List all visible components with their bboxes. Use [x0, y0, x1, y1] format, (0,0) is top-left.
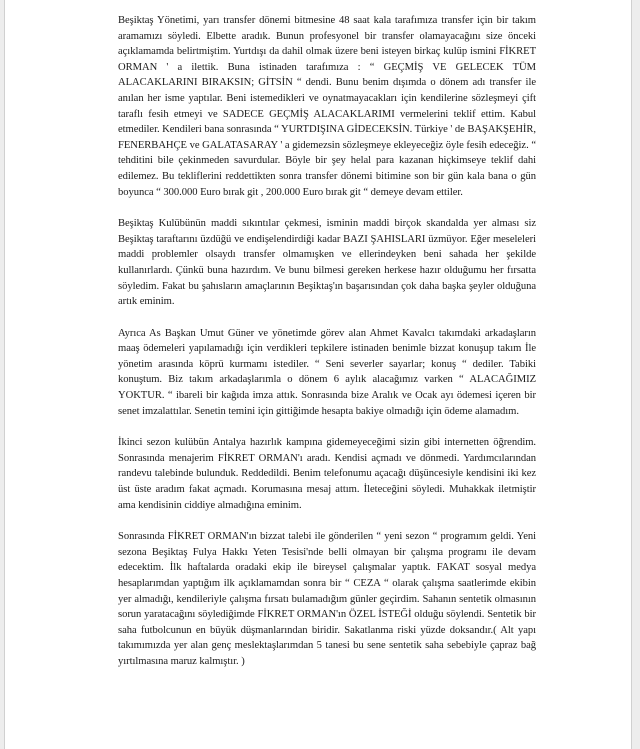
- paragraph-financial-problems: Beşiktaş Kulübünün maddi sıkıntılar çekmesi, isminin maddi birçok skandalda yer alması siz Beşiktaş taraftarını üzdüğü ve endişelendirdiği kadar BAZI ŞAHISLARI üzmüyor. Eğer meseleleri maddi problemler olsaydı transfer olmamışken ve ellerindeyken beni sahada her şekilde kullanırlardı. Çünkü buna hazırdım. Ve bunu bilmesi gereken herkese hazır olduğumu her fırsatta söyledim. Fakat bu şahısların amaçlarının Beşiktaş'ın başarısından çok daha başka şeyler olduğuna artık eminim.: [118, 218, 536, 308]
- paragraph-salary-payments: Ayrıca As Başkan Umut Güner ve yönetimde görev alan Ahmet Kavalcı takımdaki arkadaşların maaş ödemeleri yapılamadığı için verdikleri tepkilere istinaden benimle bizzat konuşup takım İle yönetim arasında köprü kurmamı istediler. “ Seni severler sayarlar; konuş “ dediler. Tabiki konuştum. Biz takım arkadaşlarımla o dönem 6 aylık alacağımız varken “ ALACAĞIMIZ YOKTUR. “ ibareli bir kağıda imza attık. Sonrasında bize Aralık ve Ocak ayı ödemesi içeren bir senet imzalattılar. Senetin temini için gittiğimde hesapta bakiye olmadığı için ödeme alamadım.: [118, 327, 536, 417]
- document-body: [118, 13, 536, 686]
- paragraph-new-season-program: Sonrasında FİKRET ORMAN'ın bizzat talebi ile gönderilen “ yeni sezon “ programım geldi. Yeni sezona Beşiktaş Fulya Hakkı Yeten Tesisi'nde belli olmayan bir çalışma programı ile devam edecektim. İlk haftalarda oradaki ekip ile bireysel çalışmalar yaptık. FAKAT sosyal medya hesaplarımdan yaptığım ilk açıklamamdan sonra bir “ CEZA “ olarak çalışma saatlerimde ekibin yer almadığı, kendileriyle çalışma fırsatı bulamadığım günler geçirdim. Sahanın sentetik olmasının sorun yaratacağını söylediğimde FİKRET ORMAN'ın ÖZEL İSTEĞİ olduğu söylendi. Sentetik bir saha futbolcunun en büyük düşmanlarından biridir. Sakatlanma riski yüzde doksandır.( Alt yapı takımımızda yer alan genç meslektaşlarımdan 5 tanesi bu sene sentetik saha sebebiyle çapraz bağ yırtılmasına maruz kalmıştır. ): [118, 531, 536, 667]
- document-page: [4, 0, 632, 749]
- paragraph-antalya-camp: İkinci sezon kulübün Antalya hazırlık kampına gidemeyeceğimi sizin gibi internetten öğrendim. Sonrasında menajerim FİKRET ORMAN'ı aradı. Kendisi açmadı ve dönmedi. Yardımcılarından randevu talebinde bulunduk. Reddedildi. Benim telefonumu açacağı düşüncesiyle kendisini iki kez üst üste aradım fakat açmadı. Korumasına mesaj attım. İleteceğini söyledi. Muhakkak iletmiştir ama kendisinin ciddiye almadığına eminim.: [118, 437, 536, 511]
- paragraph-transfer-offers: Beşiktaş Yönetimi, yarı transfer dönemi bitmesine 48 saat kala tarafımıza transfer için bir takım aramamızı söyledi. Elbette aradık. Bunun profesyonel bir transfer olamayacağını size önceki açıklamamda belirtmiştim. Yurtdışı da dahil olmak üzere beni isteyen birkaç kulüp ismini FİKRET ORMAN ' a ilettik. Buna istinaden tarafımıza : “ GEÇMİŞ VE GELECEK TÜM ALACAKLARINI BIRAKSIN; GİTSİN “ dendi. Bunu benim dışımda o dönem adı transfer ile anılan her isme yaptılar. Beni istemedikleri ve oynatmayacakları için kendilerine sözleşmeyi çift taraflı fesih etmeyi ve SADECE GEÇMİŞ ALACAKLARIMI vermelerini teklif ettim. Kabul etmediler. Kendileri bana sonrasında “ YURTDIŞINA GİDECEKSİN. Türkiye ' de BAŞAKŞEHİR, FENERBAHÇE ve GALATASARAY ' a gidemezsin sözleşmeye ekleyeceğiz öyle fesih edeceğiz. “ tehditini bile çekinmeden savurdular. Böyle bir şey helal para kazanan hiçkimseye teklif dahi edilemez. Bu tekliflerini reddettikten sonra transfer dönemi bitimine son bir gün kala bana o gün boyunca “ 300.000 Euro bırak git , 200.000 Euro bırak git “ demeye devam ettiler.: [118, 15, 537, 198]
